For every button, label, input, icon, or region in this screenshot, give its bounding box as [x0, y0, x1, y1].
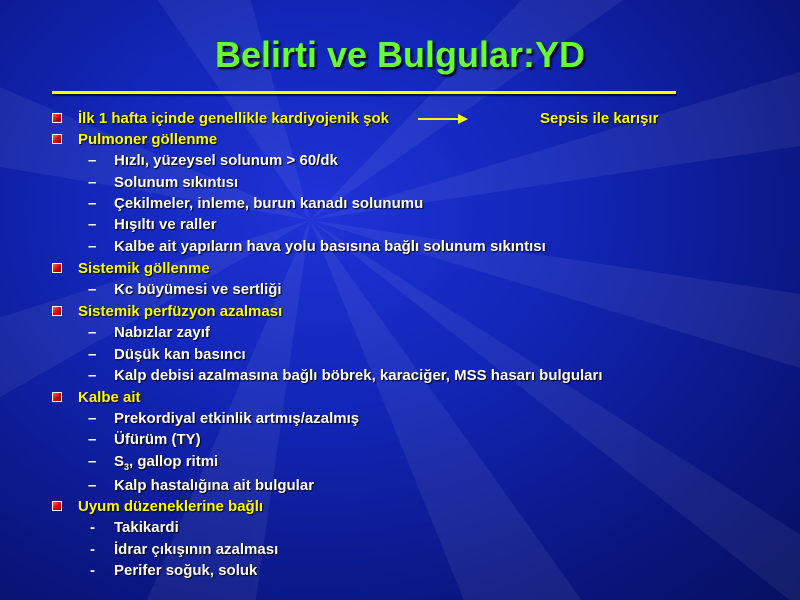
- bullet-icon: [52, 392, 62, 402]
- dash-icon: -: [90, 519, 95, 536]
- heading-uyum: Uyum düzeneklerine bağlı: [78, 498, 264, 515]
- list-item: Perifer soğuk, soluk: [114, 562, 258, 579]
- bullet-icon: [52, 113, 62, 123]
- dash-icon: -: [90, 562, 95, 579]
- dash-icon: –: [88, 346, 97, 363]
- dash-icon: –: [88, 324, 97, 341]
- dash-icon: –: [88, 367, 97, 384]
- arrow-icon: [418, 118, 460, 120]
- list-item: Kalp hastalığına ait bulgular: [114, 477, 315, 494]
- heading-sistemik: Sistemik göllenme: [78, 260, 210, 277]
- intro-line: İlk 1 hafta içinde genellikle kardiyojenik şok: [78, 110, 389, 127]
- dash-icon: –: [88, 410, 97, 427]
- list-item: Üfürüm (TY): [114, 431, 201, 448]
- title-underline: [52, 91, 676, 94]
- list-item: Nabızlar zayıf: [114, 324, 210, 341]
- list-item: Solunum sıkıntısı: [114, 174, 239, 191]
- list-item: Kalbe ait yapıların hava yolu basısına bağlı solunum sıkıntısı: [114, 238, 546, 255]
- dash-icon: –: [88, 195, 97, 212]
- dash-icon: –: [88, 477, 97, 494]
- bullet-icon: [52, 306, 62, 316]
- bullet-icon: [52, 501, 62, 511]
- dash-icon: –: [88, 152, 97, 169]
- heading-kalbe: Kalbe ait: [78, 389, 141, 406]
- list-item: Kalp debisi azalmasına bağlı böbrek, karaciğer, MSS hasarı bulguları: [114, 367, 603, 384]
- s3-letter: S: [114, 453, 125, 470]
- dash-icon: –: [88, 281, 97, 298]
- s3-rest: , gallop ritmi: [129, 453, 219, 470]
- dash-icon: –: [88, 238, 97, 255]
- list-item: Hızlı, yüzeysel solunum > 60/dk: [114, 152, 338, 169]
- slide-title: Belirti ve Bulgular:YD: [214, 34, 586, 75]
- list-item-s3: [114, 453, 218, 476]
- heading-pulmoner: Pulmoner göllenme: [78, 131, 218, 148]
- list-item: Çekilmeler, inleme, burun kanadı solunumu: [114, 195, 424, 212]
- heading-perfuzyon: Sistemik perfüzyon azalması: [78, 303, 283, 320]
- list-item: Kc büyümesi ve sertliği: [114, 281, 282, 298]
- list-item: Düşük kan basıncı: [114, 346, 246, 363]
- intro-right-text: Sepsis ile karışır: [540, 110, 659, 127]
- s3-subscript: 3: [124, 462, 130, 472]
- dash-icon: -: [90, 541, 95, 558]
- dash-icon: –: [88, 216, 97, 233]
- list-item: İdrar çıkışının azalması: [114, 541, 279, 558]
- list-item: Takikardi: [114, 519, 179, 536]
- arrow-head-icon: [458, 114, 468, 124]
- dash-icon: –: [88, 431, 97, 448]
- list-item: Prekordiyal etkinlik artmış/azalmış: [114, 410, 360, 427]
- dash-icon: –: [88, 453, 97, 470]
- dash-icon: –: [88, 174, 97, 191]
- bullet-icon: [52, 134, 62, 144]
- list-item: Hışıltı ve raller: [114, 216, 217, 233]
- bullet-icon: [52, 263, 62, 273]
